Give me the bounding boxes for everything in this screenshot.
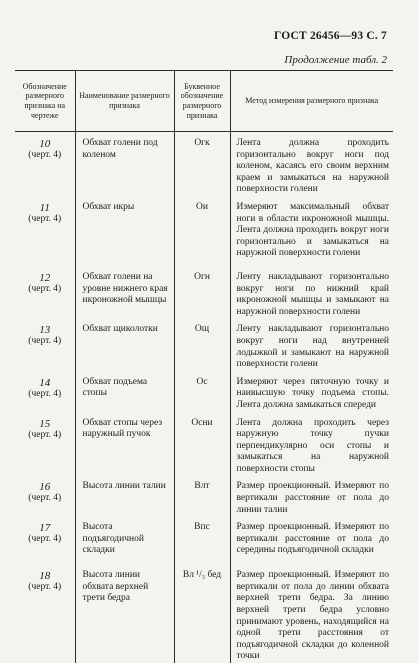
row-number: 16 — [39, 481, 51, 494]
measurement-method: Измеряют максимальный обхват ноги в области икроножной мышцы. Лента должна проходить вокруг ноги горизонтально и замыкаться на наружной поверхности голени — [230, 196, 393, 266]
column-header-abbreviation: Буквенное обозначение размерного признака — [174, 71, 230, 132]
designation-cell — [15, 132, 75, 196]
feature-abbreviation: Огк — [174, 132, 230, 196]
column-header-name: Наименование размерного признака — [75, 71, 174, 132]
designation-cell — [15, 266, 75, 318]
drawing-reference: (черт. 4) — [28, 534, 62, 545]
drawing-reference: (черт. 4) — [28, 283, 62, 294]
table-continuation-note: Продолжение табл. 2 — [284, 54, 387, 66]
table-row — [15, 318, 393, 370]
drawing-reference: (черт. 4) — [28, 582, 62, 593]
feature-name: Высота линии обхвата верхней трети бедра — [75, 564, 174, 663]
feature-name: Обхват щиколотки — [75, 318, 174, 370]
measurement-method: Лента должна проходить через наружную точку пучки перпендикулярно оси стопы и замыкаться на наружной поверхности стопы — [230, 412, 393, 476]
feature-abbreviation: Вл ¹/₃ бед — [174, 564, 230, 663]
feature-name: Обхват икры — [75, 196, 174, 266]
measurement-method: Ленту накладывают горизонтально вокруг ноги над внутренней лодыжкой и замыкают на наружной поверхности голени — [230, 318, 393, 370]
feature-name: Высота подъягодичной складки — [75, 516, 174, 564]
table-row — [15, 196, 393, 266]
feature-name: Высота линии талии — [75, 475, 174, 516]
measurement-table — [15, 70, 393, 663]
row-number: 18 — [39, 570, 51, 583]
feature-abbreviation: Осни — [174, 412, 230, 476]
table-row — [15, 564, 393, 663]
table-row — [15, 371, 393, 412]
row-number: 15 — [39, 417, 51, 430]
designation-cell — [15, 516, 75, 564]
designation-cell — [15, 371, 75, 412]
row-number: 10 — [39, 138, 51, 150]
table-row — [15, 412, 393, 476]
row-number: 14 — [39, 376, 51, 389]
feature-name: Обхват подъема стопы — [75, 371, 174, 412]
column-header-method: Метод измерения размерного признака — [230, 71, 393, 132]
standard-page-header: ГОСТ 26456—93 С. 7 — [274, 30, 387, 42]
row-number: 12 — [39, 271, 51, 284]
designation-cell — [15, 475, 75, 516]
feature-abbreviation: Ои — [174, 196, 230, 266]
designation-cell — [15, 318, 75, 370]
feature-abbreviation: Ощ — [174, 318, 230, 370]
table-header-row — [15, 71, 393, 132]
row-number: 17 — [39, 522, 51, 535]
drawing-reference: (черт. 4) — [28, 429, 62, 440]
feature-abbreviation: Огн — [174, 266, 230, 318]
table-row — [15, 475, 393, 516]
feature-name: Обхват голени на уровне нижнего края икроножной мышцы — [75, 266, 174, 318]
table-row — [15, 132, 393, 196]
feature-name: Обхват голени под коленом — [75, 132, 174, 196]
drawing-reference: (черт. 4) — [28, 493, 62, 504]
row-number: 11 — [39, 201, 50, 214]
measurement-method: Размер проекционный. Измеряют по вертикали расстояние от пола до линии талии — [230, 475, 393, 516]
designation-cell — [15, 412, 75, 476]
feature-abbreviation: Впс — [174, 516, 230, 564]
feature-abbreviation: Влт — [174, 475, 230, 516]
feature-abbreviation: Ос — [174, 371, 230, 412]
feature-name: Обхват стопы через наружный пучок — [75, 412, 174, 476]
designation-cell — [15, 196, 75, 266]
column-header-designation: Обозначение размерного признака на чертеже — [22, 81, 67, 120]
measurement-method: Размер проекционный. Измеряют по вертикали от пола до линии обхвата верхней трети бедра. За линию верхней трети бедра условно принимают уровень, находящийся на одной трети расстояния от подъягодичной складки до коленной точки — [230, 564, 393, 663]
designation-cell — [15, 564, 75, 663]
drawing-reference: (черт. 4) — [28, 213, 62, 224]
drawing-reference: (черт. 4) — [28, 388, 62, 399]
measurement-method: Лента должна проходить горизонтально вокруг ноги под коленом, касаясь его своим верхним краем и замыкаться на наружной поверхности голени — [230, 132, 393, 196]
measurement-method: Измеряют через пяточную точку и наивысшую точку подъема стопы. Лента должна замыкаться спереди — [230, 371, 393, 412]
row-number: 13 — [39, 324, 51, 337]
drawing-reference: (черт. 4) — [28, 336, 62, 347]
measurement-method: Размер проекционный. Измеряют по вертикали расстояние от пола до середины подъягодичной складки — [230, 516, 393, 564]
measurement-method: Ленту накладывают горизонтально вокруг ноги по нижний край икроножной мышцы и замыкают на наружной поверхности голени — [230, 266, 393, 318]
table-row — [15, 516, 393, 564]
drawing-reference: (черт. 4) — [28, 150, 62, 160]
table-row — [15, 266, 393, 318]
